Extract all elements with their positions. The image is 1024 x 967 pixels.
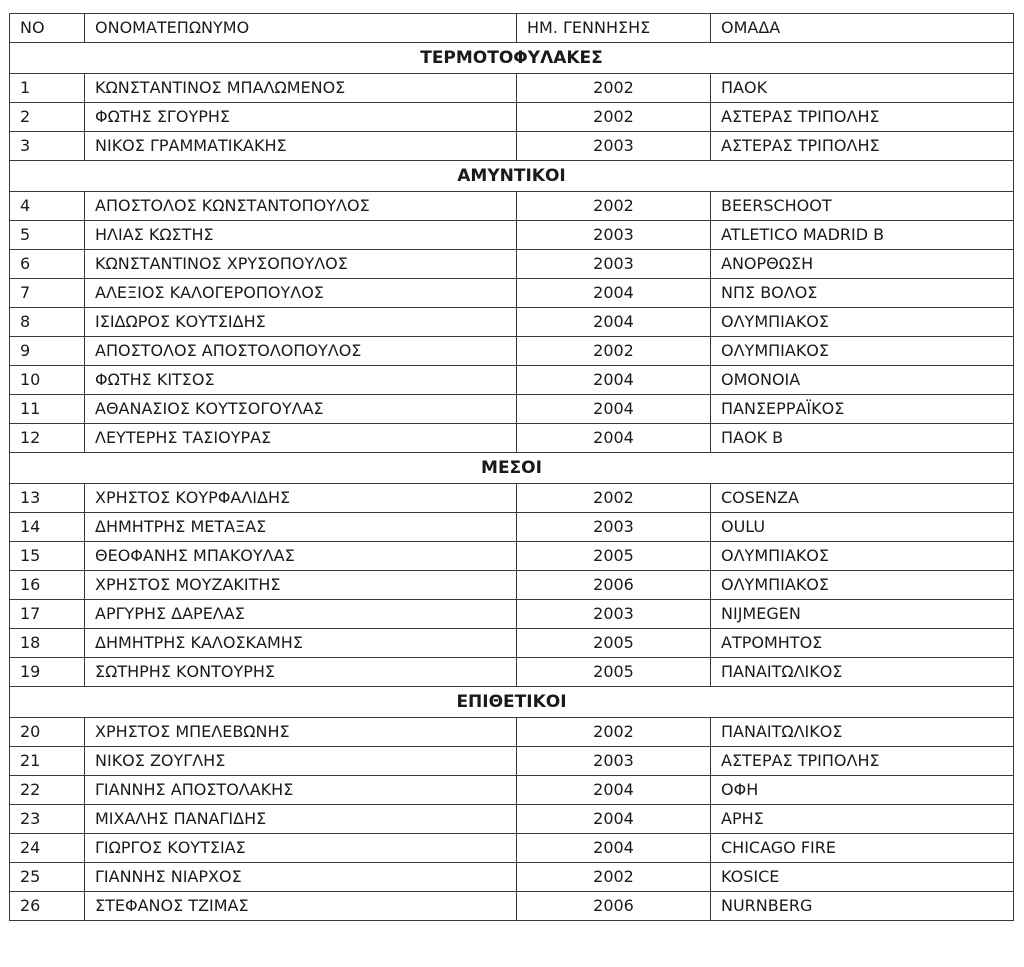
table-row <box>10 542 1014 571</box>
table-row <box>10 308 1014 337</box>
player-name: ΜΙΧΑΛΗΣ ΠΑΝΑΓΙΔΗΣ <box>85 805 517 834</box>
birth-year: 2004 <box>517 395 711 424</box>
section-row <box>10 161 1014 192</box>
table-row <box>10 834 1014 863</box>
player-team: ΟΛΥΜΠΙΑΚΟΣ <box>711 542 1014 571</box>
player-number: 3 <box>10 132 85 161</box>
table-row <box>10 513 1014 542</box>
player-name: ΝΙΚΟΣ ΓΡΑΜΜΑΤΙΚΑΚΗΣ <box>85 132 517 161</box>
table-row <box>10 337 1014 366</box>
player-name: ΚΩΝΣΤΑΝΤΙΝΟΣ ΧΡΥΣΟΠΟΥΛΟΣ <box>85 250 517 279</box>
player-number: 17 <box>10 600 85 629</box>
player-number: 2 <box>10 103 85 132</box>
header-name: ΟΝΟΜΑΤΕΠΩΝΥΜΟ <box>85 14 517 43</box>
player-name: ΦΩΤΗΣ ΣΓΟΥΡΗΣ <box>85 103 517 132</box>
birth-year: 2004 <box>517 834 711 863</box>
player-number: 8 <box>10 308 85 337</box>
player-name: ΓΙΩΡΓΟΣ ΚΟΥΤΣΙΑΣ <box>85 834 517 863</box>
player-team: ΟΜΟΝΟΙΑ <box>711 366 1014 395</box>
player-name: ΗΛΙΑΣ ΚΩΣΤΗΣ <box>85 221 517 250</box>
player-team: ΟΦΗ <box>711 776 1014 805</box>
section-title: ΕΠΙΘΕΤΙΚΟΙ <box>10 687 1014 718</box>
player-number: 22 <box>10 776 85 805</box>
player-number: 19 <box>10 658 85 687</box>
player-number: 6 <box>10 250 85 279</box>
birth-year: 2002 <box>517 74 711 103</box>
birth-year: 2004 <box>517 776 711 805</box>
player-number: 16 <box>10 571 85 600</box>
birth-year: 2003 <box>517 132 711 161</box>
table-row <box>10 279 1014 308</box>
player-name: ΣΤΕΦΑΝΟΣ ΤΖΙΜΑΣ <box>85 892 517 921</box>
player-name: ΝΙΚΟΣ ΖΟΥΓΛΗΣ <box>85 747 517 776</box>
birth-year: 2002 <box>517 337 711 366</box>
player-team: ΑΤΡΟΜΗΤΟΣ <box>711 629 1014 658</box>
player-team: ΑΡΗΣ <box>711 805 1014 834</box>
player-team: KOSICE <box>711 863 1014 892</box>
header-team: ΟΜΑΔΑ <box>711 14 1014 43</box>
section-row <box>10 43 1014 74</box>
birth-year: 2005 <box>517 629 711 658</box>
section-row <box>10 687 1014 718</box>
player-number: 25 <box>10 863 85 892</box>
birth-year: 2002 <box>517 484 711 513</box>
player-team: ATLETICO MADRID B <box>711 221 1014 250</box>
player-number: 21 <box>10 747 85 776</box>
table-row <box>10 600 1014 629</box>
player-number: 24 <box>10 834 85 863</box>
header-birth: ΗΜ. ΓΕΝΝΗΣΗΣ <box>517 14 711 43</box>
section-row <box>10 453 1014 484</box>
player-name: ΧΡΗΣΤΟΣ ΚΟΥΡΦΑΛΙΔΗΣ <box>85 484 517 513</box>
birth-year: 2003 <box>517 513 711 542</box>
birth-year: 2006 <box>517 571 711 600</box>
birth-year: 2005 <box>517 658 711 687</box>
player-name: ΦΩΤΗΣ ΚΙΤΣΟΣ <box>85 366 517 395</box>
table-row <box>10 629 1014 658</box>
table-row <box>10 747 1014 776</box>
player-team: ΑΣΤΕΡΑΣ ΤΡΙΠΟΛΗΣ <box>711 747 1014 776</box>
player-name: ΔΗΜΗΤΡΗΣ ΚΑΛΟΣΚΑΜΗΣ <box>85 629 517 658</box>
player-team: CHICAGO FIRE <box>711 834 1014 863</box>
player-name: ΔΗΜΗΤΡΗΣ ΜΕΤΑΞΑΣ <box>85 513 517 542</box>
player-name: ΑΡΓΥΡΗΣ ΔΑΡΕΛΑΣ <box>85 600 517 629</box>
birth-year: 2005 <box>517 542 711 571</box>
header-no: ΝΟ <box>10 14 85 43</box>
table-row <box>10 776 1014 805</box>
section-title: ΑΜΥΝΤΙΚΟΙ <box>10 161 1014 192</box>
birth-year: 2002 <box>517 192 711 221</box>
birth-year: 2004 <box>517 805 711 834</box>
player-name: ΚΩΝΣΤΑΝΤΙΝΟΣ ΜΠΑΛΩΜΕΝΟΣ <box>85 74 517 103</box>
table-row <box>10 718 1014 747</box>
player-team: ΠΑΝΑΙΤΩΛΙΚΟΣ <box>711 658 1014 687</box>
player-number: 18 <box>10 629 85 658</box>
table-row <box>10 74 1014 103</box>
player-number: 9 <box>10 337 85 366</box>
player-number: 7 <box>10 279 85 308</box>
section-title: ΜΕΣΟΙ <box>10 453 1014 484</box>
player-name: ΓΙΑΝΝΗΣ ΑΠΟΣΤΟΛΑΚΗΣ <box>85 776 517 805</box>
birth-year: 2002 <box>517 103 711 132</box>
birth-year: 2002 <box>517 718 711 747</box>
player-name: ΑΠΟΣΤΟΛΟΣ ΑΠΟΣΤΟΛΟΠΟΥΛΟΣ <box>85 337 517 366</box>
table-row <box>10 571 1014 600</box>
birth-year: 2003 <box>517 250 711 279</box>
birth-year: 2004 <box>517 308 711 337</box>
player-team: ΠΑΝΑΙΤΩΛΙΚΟΣ <box>711 718 1014 747</box>
birth-year: 2006 <box>517 892 711 921</box>
birth-year: 2003 <box>517 747 711 776</box>
player-number: 23 <box>10 805 85 834</box>
player-team: NIJMEGEN <box>711 600 1014 629</box>
player-name: ΧΡΗΣΤΟΣ ΜΠΕΛΕΒΩΝΗΣ <box>85 718 517 747</box>
player-team: NURNBERG <box>711 892 1014 921</box>
player-team: OULU <box>711 513 1014 542</box>
table-row <box>10 250 1014 279</box>
player-team: ΟΛΥΜΠΙΑΚΟΣ <box>711 337 1014 366</box>
table-row <box>10 221 1014 250</box>
player-team: BEERSCHOOT <box>711 192 1014 221</box>
player-team: ΟΛΥΜΠΙΑΚΟΣ <box>711 571 1014 600</box>
player-number: 1 <box>10 74 85 103</box>
player-name: ΙΣΙΔΩΡΟΣ ΚΟΥΤΣΙΔΗΣ <box>85 308 517 337</box>
player-team: ΑΣΤΕΡΑΣ ΤΡΙΠΟΛΗΣ <box>711 103 1014 132</box>
player-name: ΑΛΕΞΙΟΣ ΚΑΛΟΓΕΡΟΠΟΥΛΟΣ <box>85 279 517 308</box>
birth-year: 2004 <box>517 279 711 308</box>
player-number: 26 <box>10 892 85 921</box>
birth-year: 2004 <box>517 424 711 453</box>
table-row <box>10 366 1014 395</box>
player-team: ΠΑΟΚ <box>711 74 1014 103</box>
player-team: ΝΠΣ ΒΟΛΟΣ <box>711 279 1014 308</box>
player-team: ΟΛΥΜΠΙΑΚΟΣ <box>711 308 1014 337</box>
roster-body <box>10 14 1014 921</box>
birth-year: 2002 <box>517 863 711 892</box>
section-title: ΤΕΡΜΟΤΟΦΥΛΑΚΕΣ <box>10 43 1014 74</box>
player-name: ΑΠΟΣΤΟΛΟΣ ΚΩΝΣΤΑΝΤΟΠΟΥΛΟΣ <box>85 192 517 221</box>
player-team: ΠΑΝΣΕΡΡΑΪΚΟΣ <box>711 395 1014 424</box>
table-row <box>10 892 1014 921</box>
table-row <box>10 805 1014 834</box>
player-number: 5 <box>10 221 85 250</box>
table-row <box>10 192 1014 221</box>
table-row <box>10 395 1014 424</box>
player-number: 4 <box>10 192 85 221</box>
player-name: ΓΙΑΝΝΗΣ ΝΙΑΡΧΟΣ <box>85 863 517 892</box>
birth-year: 2003 <box>517 221 711 250</box>
player-number: 20 <box>10 718 85 747</box>
player-number: 10 <box>10 366 85 395</box>
table-row <box>10 484 1014 513</box>
player-team: ΑΝΟΡΘΩΣΗ <box>711 250 1014 279</box>
player-team: ΠΑΟΚ Β <box>711 424 1014 453</box>
player-name: ΑΘΑΝΑΣΙΟΣ ΚΟΥΤΣΟΓΟΥΛΑΣ <box>85 395 517 424</box>
header-row <box>10 14 1014 43</box>
player-number: 13 <box>10 484 85 513</box>
player-team: COSENZA <box>711 484 1014 513</box>
table-row <box>10 658 1014 687</box>
birth-year: 2003 <box>517 600 711 629</box>
player-name: ΣΩΤΗΡΗΣ ΚΟΝΤΟΥΡΗΣ <box>85 658 517 687</box>
table-row <box>10 132 1014 161</box>
player-name: ΘΕΟΦΑΝΗΣ ΜΠΑΚΟΥΛΑΣ <box>85 542 517 571</box>
player-name: ΧΡΗΣΤΟΣ ΜΟΥΖΑΚΙΤΗΣ <box>85 571 517 600</box>
player-number: 12 <box>10 424 85 453</box>
table-row <box>10 103 1014 132</box>
player-number: 11 <box>10 395 85 424</box>
player-number: 14 <box>10 513 85 542</box>
player-team: ΑΣΤΕΡΑΣ ΤΡΙΠΟΛΗΣ <box>711 132 1014 161</box>
player-number: 15 <box>10 542 85 571</box>
table-row <box>10 863 1014 892</box>
birth-year: 2004 <box>517 366 711 395</box>
roster-table <box>9 13 1014 921</box>
table-row <box>10 424 1014 453</box>
player-name: ΛΕΥΤΕΡΗΣ ΤΑΣΙΟΥΡΑΣ <box>85 424 517 453</box>
